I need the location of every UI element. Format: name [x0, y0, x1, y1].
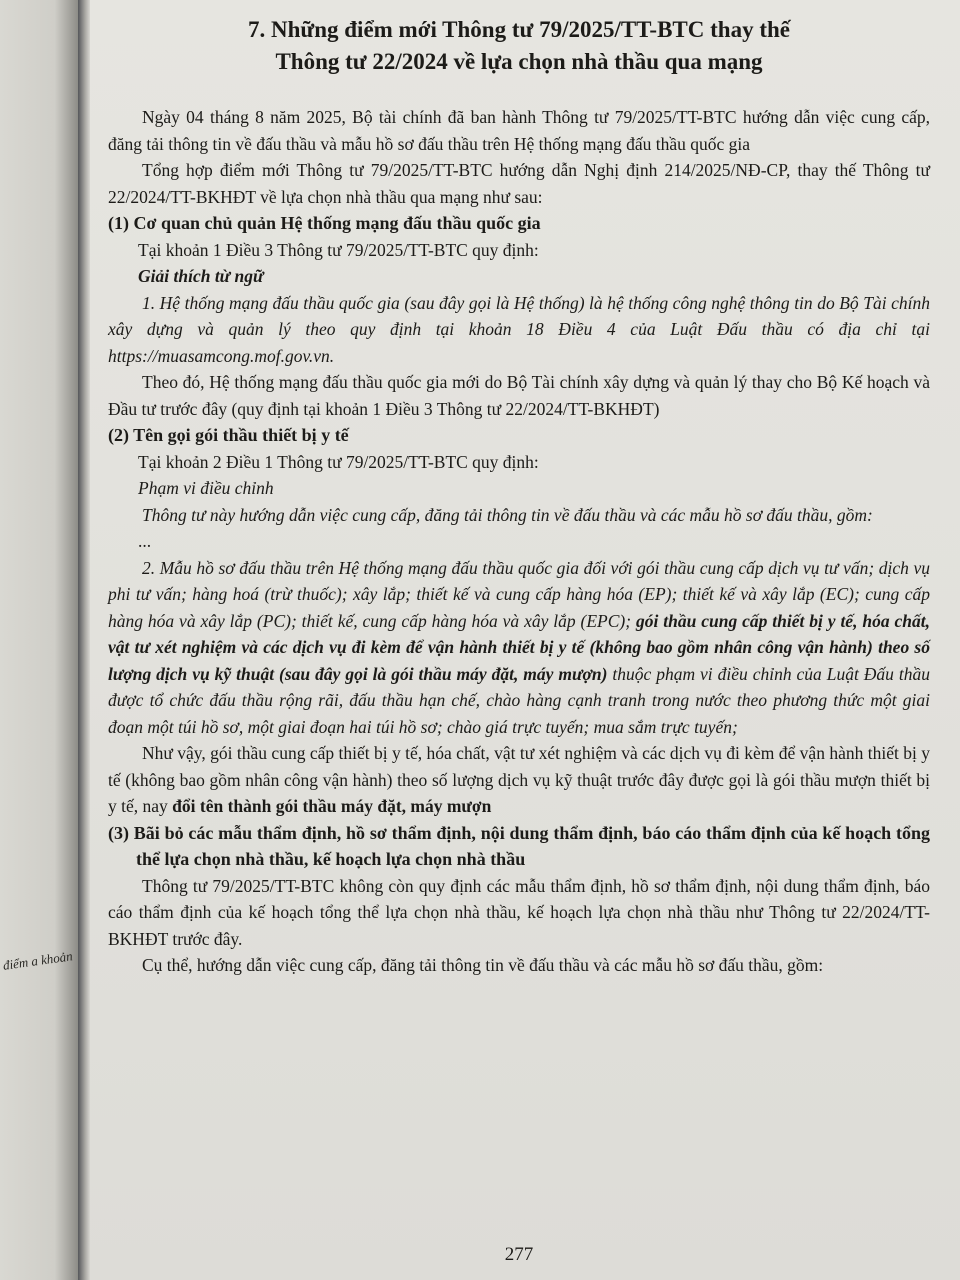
section-1-reference: Tại khoản 1 Điều 3 Thông tư 79/2025/TT-BTC quy định: — [138, 239, 539, 260]
title-line-2: Thông tư 22/2024 về lựa chọn nhà thầu qua mạng — [275, 49, 763, 74]
section-1-quote-title: Giải thích từ ngữ — [138, 266, 264, 286]
quote-item-2-text-b: thuộc phạm vi điều chỉnh của Luật Đấu thầu được tổ chức đấu thầu rộng rãi, đấu thầu hạn chế, chào hàng cạnh tranh trong nước theo phương thức một giai đoạn một túi hồ sơ, một giai đoạn hai túi hồ sơ; chào giá trực tuyến; mua sắm trực tuyến; — [108, 663, 930, 737]
quote-item-2-text-a: 2. Mẫu hồ sơ đấu thầu trên Hệ thống mạng đấu thầu quốc gia đối với gói thầu cung cấp dịch vụ tư vấn; dịch vụ phi tư vấn; hàng hoá (trừ thuốc); xây lắp; thiết kế và cung cấp hàng hóa (EP); thiết kế và xây lắp (EC); cung cấp hàng hóa và xây lắp (PC); thiết kế, cung cấp hàng hóa và xây lắp (EPC); — [108, 557, 930, 631]
book-page — [90, 0, 960, 1280]
explanation-bold: đổi tên thành gói thầu máy đặt, máy mượn — [172, 796, 492, 816]
section-3-paragraph-2: Cụ thể, hướng dẫn việc cung cấp, đăng tải thông tin về đấu thầu và các mẫu hồ sơ đấu thầu, gồm: — [142, 955, 824, 975]
section-2-explanation — [108, 740, 930, 820]
quote-item-2-bold: gói thầu cung cấp thiết bị y tế, hóa chất, vật tư xét nghiệm và các dịch vụ đi kèm để vận hành thiết bị y tế (không bao gồm nhân công vận hành) theo số lượng dịch vụ kỹ thuật (sau đây gọi là gói thầu máy đặt, máy mượn) — [108, 610, 930, 684]
margin-note: điểm a khoản — [2, 948, 74, 973]
section-1-explanation: Theo đó, Hệ thống mạng đấu thầu quốc gia mới do Bộ Tài chính xây dựng và quản lý thay cho Bộ Kế hoạch và Đầu tư trước đây (quy định tại khoản 1 Điều 3 Thông tư 22/2024/TT-BKHĐT) — [108, 372, 930, 419]
section-2-quote-item-2 — [108, 555, 930, 741]
title-line-1: 7. Những điểm mới Thông tư 79/2025/TT-BTC thay thế — [248, 17, 790, 42]
section-1-quote-body: 1. Hệ thống mạng đấu thầu quốc gia (sau đây gọi là Hệ thống) là hệ thống công nghệ thông tin do Bộ Tài chính xây dựng và quản lý theo quy định tại khoản 18 Điều 4 của Luật Đấu thầu có địa chỉ tại https://muasamcong.mof.gov.vn. — [108, 292, 930, 366]
section-3-paragraph-1: Thông tư 79/2025/TT-BTC không còn quy định các mẫu thẩm định, hồ sơ thẩm định, nội dung thẩm định, báo cáo thẩm định của kế hoạch tổng thể lựa chọn nhà thầu, kế hoạch lựa chọn nhà thầu như Thông tư 22/2024/TT-BKHĐT trước đây. — [108, 875, 930, 949]
section-2-heading: (2) Tên gọi gói thầu thiết bị y tế — [108, 425, 349, 445]
section-2-quote-title: Phạm vi điều chỉnh — [138, 478, 274, 498]
section-3-heading: (3) Bãi bỏ các mẫu thẩm định, hồ sơ thẩm định, nội dung thẩm định, báo cáo thẩm định của kế hoạch tổng thể lựa chọn nhà thầu, kế hoạch lựa chọn nhà thầu — [108, 822, 930, 869]
section-1-heading: (1) Cơ quan chủ quản Hệ thống mạng đấu thầu quốc gia — [108, 213, 541, 233]
section-2-ellipsis: ... — [138, 531, 152, 551]
section-2-quote-intro: Thông tư này hướng dẫn việc cung cấp, đăng tải thông tin về đấu thầu và các mẫu hồ sơ đấu thầu, gồm: — [142, 504, 873, 525]
page-number: 277 — [504, 1244, 534, 1265]
book-gutter — [78, 0, 90, 1280]
section-title — [108, 14, 930, 78]
section-2-reference: Tại khoản 2 Điều 1 Thông tư 79/2025/TT-BTC quy định: — [138, 451, 539, 472]
intro-paragraph-2: Tổng hợp điểm mới Thông tư 79/2025/TT-BTC hướng dẫn Nghị định 214/2025/NĐ-CP, thay thế Thông tư 22/2024/TT-BKHĐT về lựa chọn nhà thầu qua mạng như sau: — [108, 160, 930, 207]
page-content — [108, 14, 930, 1265]
intro-paragraph-1: Ngày 04 tháng 8 năm 2025, Bộ tài chính đã ban hành Thông tư 79/2025/TT-BTC hướng dẫn việc cung cấp, đăng tải thông tin về đấu thầu và mẫu hồ sơ đấu thầu trên Hệ thống mạng đấu thầu quốc gia — [108, 107, 930, 154]
left-page-edge — [0, 0, 78, 1280]
explanation-text: Như vậy, gói thầu cung cấp thiết bị y tế, hóa chất, vật tư xét nghiệm và các dịch vụ đi kèm để vận hành thiết bị y tế (không bao gồm nhân công vận hành) theo số lượng dịch vụ kỹ thuật trước đây được gọi là gói thầu mượn thiết bị y tế, nay — [108, 743, 930, 816]
